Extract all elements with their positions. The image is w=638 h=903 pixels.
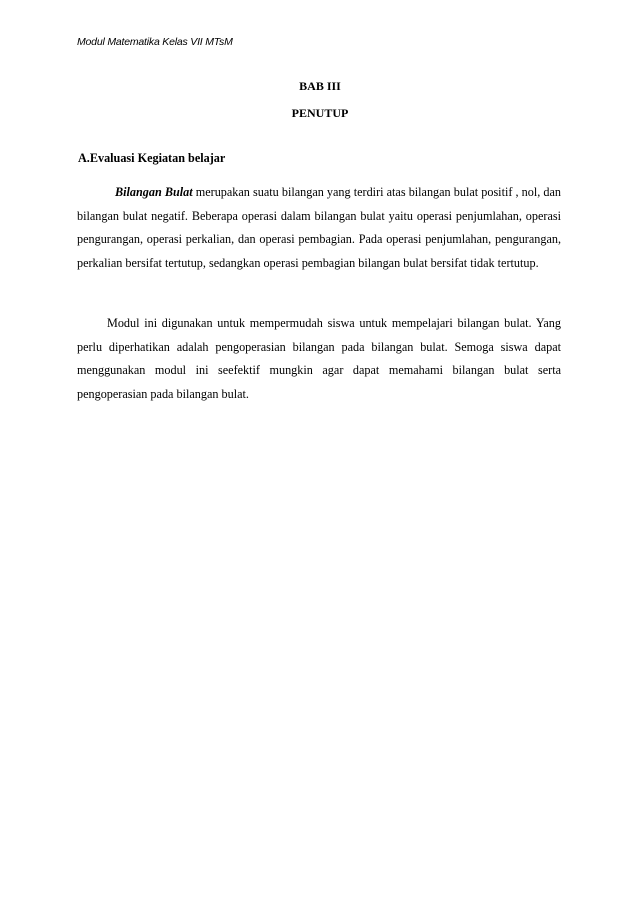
chapter-number: BAB III — [299, 79, 341, 93]
paragraph-evaluation — [77, 181, 561, 275]
paragraph-closing — [77, 312, 561, 406]
paragraph-text: merupakan suatu bilangan yang terdiri atas bilangan bulat positif , nol, dan bilangan bulat negatif. Beberapa operasi dalam bilangan bulat yaitu operasi penjumlahan, operasi pengurangan, operasi perkalian, dan operasi pembagian. Pada operasi penjumlahan, pengurangan, perkalian bersifat tertutup, sedangkan operasi pembagian bilangan bulat bersifat tidak tertutup. — [77, 185, 562, 270]
chapter-title: PENUTUP — [291, 106, 349, 120]
section-heading: A.Evaluasi Kegiatan belajar — [78, 151, 226, 165]
key-term: Bilangan Bulat — [115, 185, 193, 199]
paragraph-text: Modul ini digunakan untuk mempermudah siswa untuk mempelajari bilangan bulat. Yang perlu diperhatikan adalah pengoperasian bilangan pada bilangan bulat. Semoga siswa dapat menggunakan modul ini seefektif mungkin agar dapat memahami bilangan bulat serta pengoperasian pada bilangan bulat. — [77, 316, 561, 401]
running-header: Modul Matematika Kelas VII MTsM — [77, 36, 233, 48]
